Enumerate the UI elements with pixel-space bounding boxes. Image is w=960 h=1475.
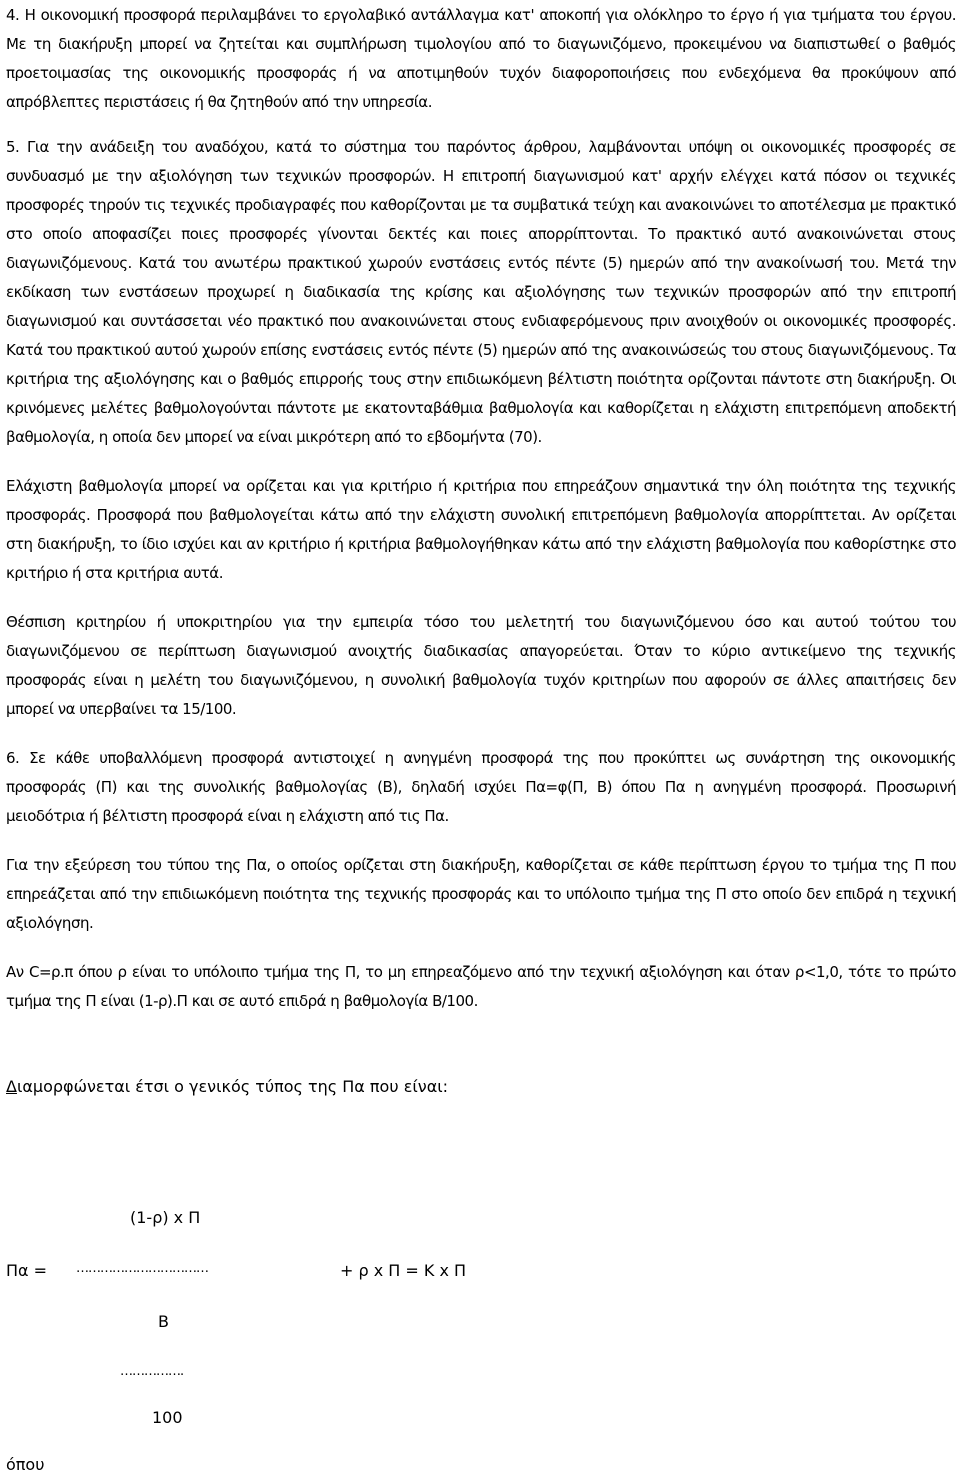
formula-fraction-line-2: ……………. [120,1364,184,1379]
formula-fraction-line: …………………………… [76,1261,208,1276]
paragraph-5: 5. Για την ανάδειξη του αναδόχου, κατά το σύστημα του παρόντος άρθρου, λαμβάνονται υπόψη οι οικονομικές προσφορές σε συνδυασμό με την αξιολόγηση των τεχνικών προσφορών. Η επιτροπή διαγωνισμού κατ' αρχήν ελέγχει κατά πόσον οι τεχνικές προσφορές τηρούν τις τεχνικές προδιαγραφές που καθορίζονται με τα συμβατικά τεύχη και ανακοινώνει το αποτέλεσμα με πρακτικό στο οποίο αποφασίζει ποιες προσφορές γίνονται δεκτές και ποιες απορρίπτονται. Το πρακτικό αυτό ανακοινώνεται στους διαγωνιζόμενους. Κατά του ανωτέρω πρακτικού χωρούν ενστάσεις εντός πέντε (5) ημερών από την ανακοίνωσή του. Μετά την εκδίκαση των ενστάσεων προχωρεί η διαδικασία της κρίσης και αξιολόγησης των τεχνικών προσφορών από την επιτροπή διαγωνισμού και συντάσσεται νέο πρακτικό που ανακοινώνεται στους ενδιαφερόμενους πριν ανοιχθούν οι οικονομικές προσφορές. Κατά του πρακτικού αυτού χωρούν επίσης ενστάσεις εντός πέντε (5) ημερών από της ανακοινώσεώς του στους διαγωνιζόμενους. Τα κριτήρια της αξιολόγησης και ο βαθμός επιρροής τους στην επιδιωκόμενη βέλτιστη ποιότητα ορίζονται πάντοτε στη διακήρυξη. Οι κρινόμενες μελέτες βαθμολογούνται πάντοτε με εκατονταβάθμια βαθμολογία και καθορίζεται η ελάχιστη επιτρεπόμενη αποδεκτή βαθμολογία, η οποία δεν μπορεί να είναι μικρότερη από το εβδομήντα (70). [6,138,956,446]
formula-rhs: + ρ x Π = Κ x Π [340,1261,467,1280]
formula-lhs: Πα = [6,1261,48,1280]
paragraph-6: 6. Σε κάθε υποβαλλόμενη προσφορά αντιστοιχεί η ανηγμένη προσφορά της που προκύπτει ως συνάρτηση της οικονομικής προσφοράς (Π) και της συνολικής βαθμολογίας (Β), δηλαδή ισχύει Πα=φ(Π, Β) όπου Πα η ανηγμένη προσφορά. Προσωρινή μειοδότρια ή βέλτιστη προσφορά είναι η ελάχιστη από τις Πα. [6,749,956,825]
paragraph-5-minimum-score: Ελάχιστη βαθμολογία μπορεί να ορίζεται και για κριτήριο ή κριτήρια που επηρεάζουν σημαντικά την όλη ποιότητα της τεχνικής προσφοράς. Προσφορά που βαθμολογείται κάτω από την ελάχιστη συνολική επιτρεπόμενη βαθμολογία απορρίπτεται. Αν ορίζεται στη διακήρυξη, το ίδιο ισχύει και αν κριτήριο ή κριτήρια βαθμολογήθηκαν κάτω από την ελάχιστη βαθμολογία που καθορίστηκε στο κριτήριο ή στα κριτήρια αυτά. [6,477,956,582]
paragraph-4: 4. Η οικονομική προσφορά περιλαμβάνει το εργολαβικό αντάλλαγμα κατ' αποκοπή για ολόκληρο το έργο ή για τμήματα του έργου. Με τη διακήρυξη μπορεί να ζητείται και συμπλήρωση τιμολογίου από το διαγωνιζόμενο, προκειμένου να διαπιστωθεί ο βαθμός προετοιμασίας της οικονομικής προσφοράς ή να αποτιμηθούν τυχόν διαφοροποιήσεις που ενδεχόμενα θα προκύψουν από απρόβλεπτες περιστάσεις ή θα ζητηθούν από την υπηρεσία. [6,6,956,111]
formula-intro-initial: Δ [6,1077,17,1096]
paragraph-5-experience-criterion: Θέσπιση κριτηρίου ή υποκριτηρίου για την εμπειρία τόσο του μελετητή του διαγωνιζόμενου όσο και αυτού τούτου του διαγωνιζόμενου σε περίπτωση διαγωνισμού ανοιχτής διαδικασίας απαγορεύεται. Όταν το κύριο αντικείμενο της τεχνικής προσφοράς είναι η μελέτη του διαγωνιζόμενου, η συνολική βαθμολογία τυχόν κριτηρίων που αφορούν σε άλλες απαιτήσεις δεν μπορεί να υπερβαίνει τα 15/100. [6,613,956,718]
formula-intro [6,1077,448,1096]
paragraph-6-formula-type: Για την εξεύρεση του τύπου της Πα, ο οποίος ορίζεται στη διακήρυξη, καθορίζεται σε κάθε περίπτωση έργου το τμήμα της Π που επηρεάζεται από την επιδιωκόμενη ποιότητα της τεχνικής προσφοράς και το υπόλοιπο τμήμα της Π στο οποίο δεν επιδρά η τεχνική αξιολόγηση. [6,856,956,932]
formula-where: όπου [6,1455,45,1474]
formula-denominator: Β [158,1312,169,1331]
formula-denominator-100: 100 [152,1408,183,1427]
formula-numerator: (1-ρ) x Π [130,1208,201,1227]
formula-intro-text: ιαμορφώνεται έτσι ο γενικός τύπος της Πα που είναι: [16,1077,449,1096]
paragraph-6-definition: Αν C=ρ.π όπου ρ είναι το υπόλοιπο τμήμα της Π, το μη επηρεαζόμενο από την τεχνική αξιολόγηση και όταν ρ<1,0, τότε το πρώτο τμήμα της Π είναι (1-ρ).Π και σε αυτό επιδρά η βαθμολογία Β/100. [6,963,956,1010]
